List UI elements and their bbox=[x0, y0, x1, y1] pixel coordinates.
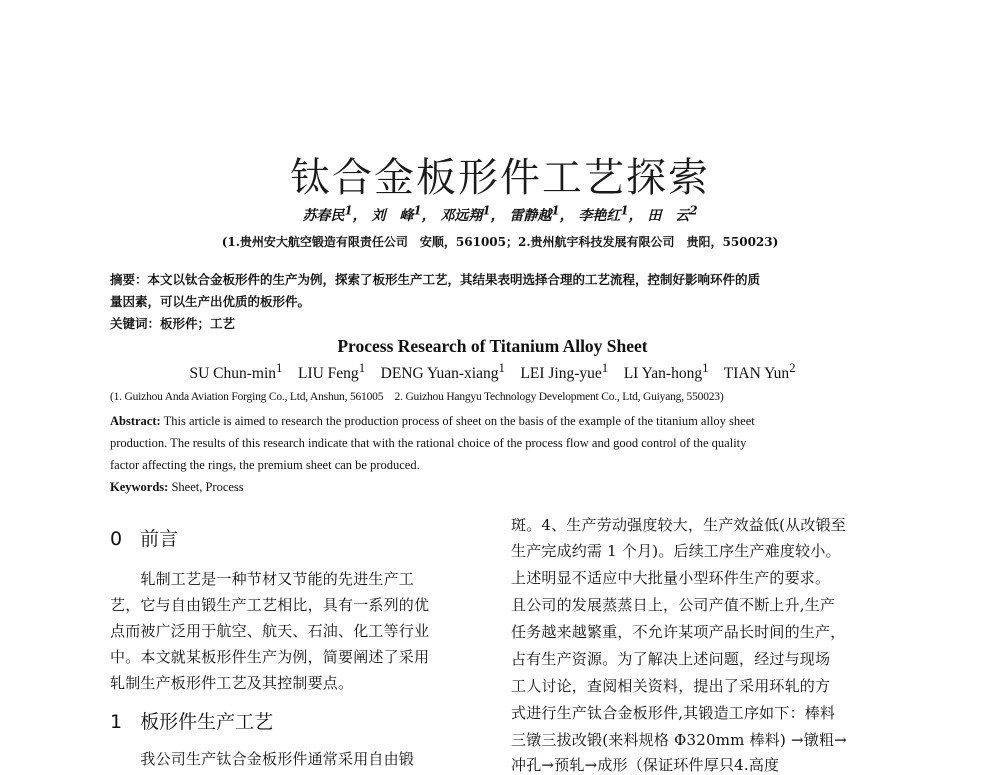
author-en: LIU Feng$^1$ bbox=[297, 360, 366, 383]
abstract-en-line-1: Abstract: This article is aimed to research the production process of sheet on the basis of the example of the titanium alloy sheet bbox=[110, 414, 755, 428]
right-column-line: 式进行生产钛合金板形件,其锻造工序如下：棒料 bbox=[511, 704, 836, 722]
author-en: LI Yan-hong$^1$ bbox=[623, 360, 709, 383]
authors-en bbox=[0, 360, 985, 383]
section-0-line: 点而被广泛用于航空、航天、石油、化工等行业 bbox=[110, 622, 430, 640]
section-0-heading: 0 前言 bbox=[110, 528, 179, 550]
keywords-cn: 关键词：板形件；工艺 bbox=[110, 316, 236, 331]
author-en: DENG Yuan-xiang$^1$ bbox=[380, 360, 505, 383]
author-en: TIAN Yun$^2$ bbox=[723, 360, 796, 383]
right-column-line: 且公司的发展蒸蒸日上，公司产值不断上升,生产 bbox=[511, 596, 836, 614]
keywords-en: Keywords: Sheet, Process bbox=[110, 480, 244, 494]
english-title: Process Research of Titanium Alloy Sheet bbox=[337, 336, 648, 356]
abstract-cn-line-1: 摘要：本文以钛合金板形件的生产为例，探索了板形生产工艺，其结果表明选择合理的工艺流程，控制好影响环件的质 bbox=[110, 272, 761, 287]
section-0-line: 艺，它与自由锻生产工艺相比，具有一系列的优 bbox=[110, 596, 430, 614]
right-column-line: 上述明显不适应中大批量小型环件生产的要求。 bbox=[511, 569, 831, 587]
section-0-line: 中。本文就某板形件生产为例，简要阐述了采用 bbox=[110, 648, 430, 666]
keywords-cn-label: 关键词： bbox=[110, 316, 161, 331]
abstract-cn-line-2: 量因素，可以生产出优质的板形件。 bbox=[110, 294, 311, 309]
section-0-line: 轧制工艺是一种节材又节能的先进生产工 bbox=[110, 570, 415, 588]
abstract-en-line-3: factor affecting the rings, the premium sheet can be produced. bbox=[110, 458, 420, 472]
abstract-en-line-2: production. The results of this research indicate that with the rational choice of the process flow and good control of the quality bbox=[110, 436, 747, 450]
right-column-line: 占有生产资源。为了解决上述问题，经过与现场 bbox=[511, 650, 831, 668]
author-cn: 李艳红$^1$ bbox=[578, 203, 629, 224]
page-title: 钛合金板形件工艺探索 bbox=[290, 155, 710, 201]
keywords-en-label: Keywords: bbox=[110, 480, 169, 494]
abstract-en-label: Abstract: bbox=[110, 414, 161, 428]
right-column-line: 冲孔→预轧→成形（保证环件厚只4.高度 bbox=[511, 756, 780, 774]
author-cn: 邓远翔$^1$ bbox=[440, 203, 491, 224]
right-column-line: 工人讨论，查阅相关资料，提出了采用环轧的方 bbox=[511, 677, 831, 695]
author-en: SU Chun-$\min^1$ bbox=[189, 360, 283, 383]
author-cn: 刘 峰$^1$ bbox=[371, 203, 422, 224]
section-1-line: 我公司生产钛合金板形件通常采用自由锻 bbox=[110, 750, 415, 768]
author-cn: 雷静越$^1$ bbox=[509, 203, 560, 224]
right-column-line: 三镦三拔改锻(来料规格 Φ320mm 棒料) →镦粗→ bbox=[511, 731, 847, 749]
right-column-line: 生产完成约需 1 个月)。后续工序生产难度较小。 bbox=[511, 542, 841, 560]
authors-cn: 苏春民$^1$， 刘 峰$^1$， 邓远翔$^1$， 雷静越$^1$， 李艳红$^1$， 田 云$^2$ bbox=[302, 203, 698, 224]
section-1-heading: 1 板形件生产工艺 bbox=[110, 711, 274, 733]
author-cn: 田 云$^2$ bbox=[647, 203, 698, 224]
affiliation-cn: (1.贵州安大航空锻造有限责任公司 安顺，561005；2.贵州航宇科技发展有限公司 贵阳，550023) bbox=[221, 235, 779, 249]
abstract-cn-label: 摘要： bbox=[110, 272, 148, 287]
affiliation-en: (1. Guizhou Anda Aviation Forging Co., Ltd, Anshun, 561005 2. Guizhou Hangyu Technology Development Co., Ltd, Guiyang, 550023) bbox=[110, 391, 724, 403]
author-cn: 苏春民$^1$ bbox=[302, 203, 353, 224]
right-column-line: 任务越来越繁重，不允许某项产品长时间的生产， bbox=[511, 623, 846, 641]
author-en: LEI Jing-yue$^1$ bbox=[520, 360, 609, 383]
right-column-line: 斑。4、生产劳动强度较大，生产效益低(从改锻至 bbox=[511, 516, 846, 534]
section-0-line: 轧制生产板形件工艺及其控制要点。 bbox=[110, 674, 354, 692]
